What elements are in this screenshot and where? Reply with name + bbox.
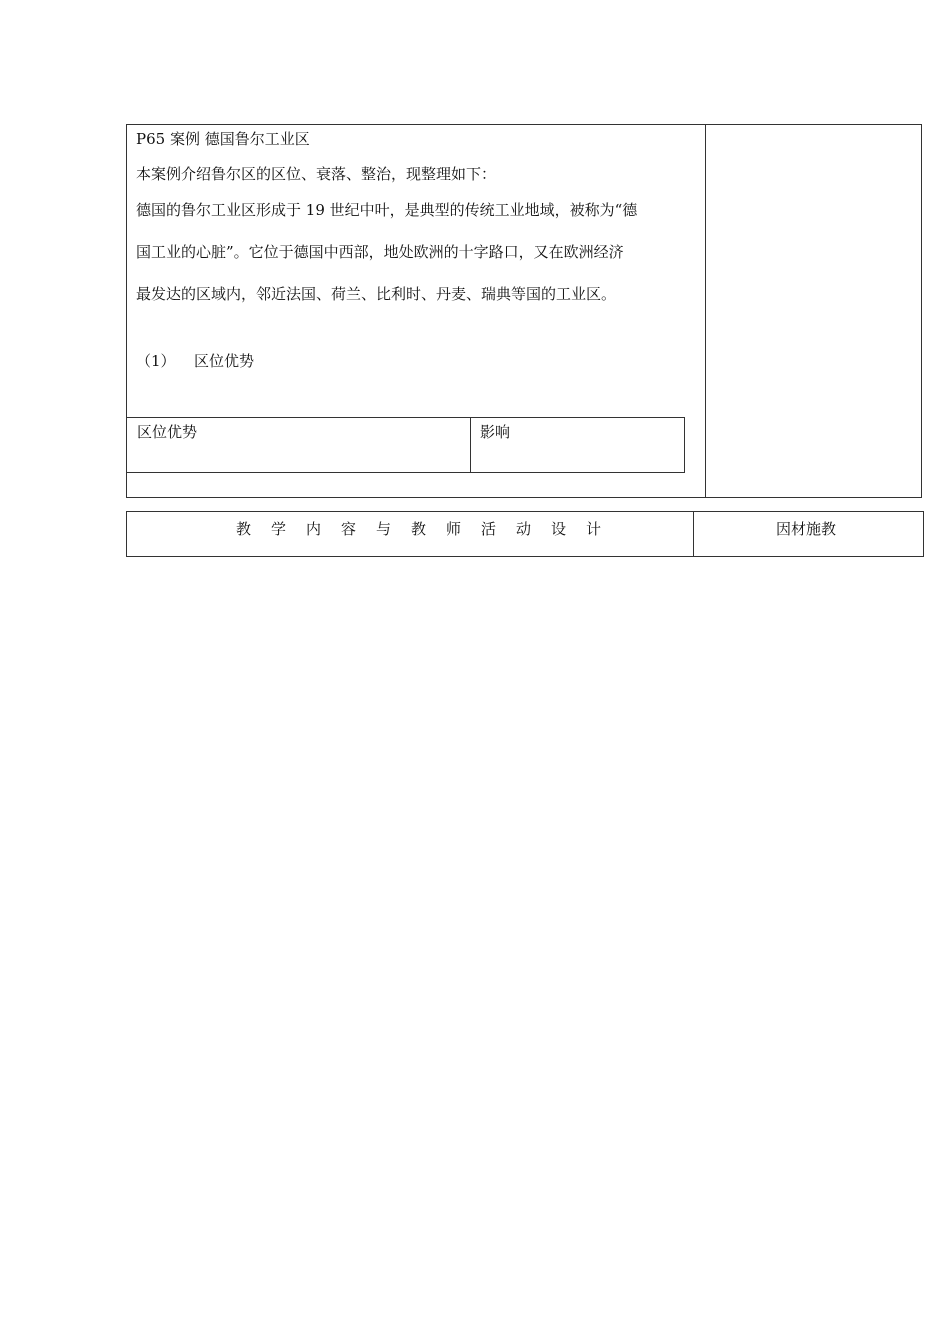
header-left-label: 教学内容与教师活动设计: [236, 520, 622, 538]
case-title: P65 案例 德国鲁尔工业区: [136, 130, 310, 148]
header-right-label: 因材施教: [776, 520, 837, 538]
case-intro: 本案例介绍鲁尔区的区位、衰落、整治，现整理如下：: [136, 165, 497, 183]
header-table-column-divider: [693, 511, 694, 557]
section-title: 区位优势: [194, 352, 255, 370]
main-table-column-divider: [705, 124, 706, 498]
inner-table-header-impact: 影响: [480, 423, 511, 441]
inner-table: [126, 417, 685, 473]
case-body-line-1: 德国的鲁尔工业区形成于 19 世纪中叶，是典型的传统工业地域，被称为“德: [136, 201, 638, 219]
inner-table-header-advantage: 区位优势: [137, 423, 198, 441]
case-body-line-2: 国工业的心脏”。它位于德国中西部，地处欧洲的十字路口，又在欧洲经济: [136, 243, 624, 261]
case-body-line-3: 最发达的区域内，邻近法国、荷兰、比利时、丹麦、瑞典等国的工业区。: [136, 285, 617, 303]
section-number: （1）: [136, 352, 176, 370]
inner-table-column-divider: [470, 417, 471, 473]
